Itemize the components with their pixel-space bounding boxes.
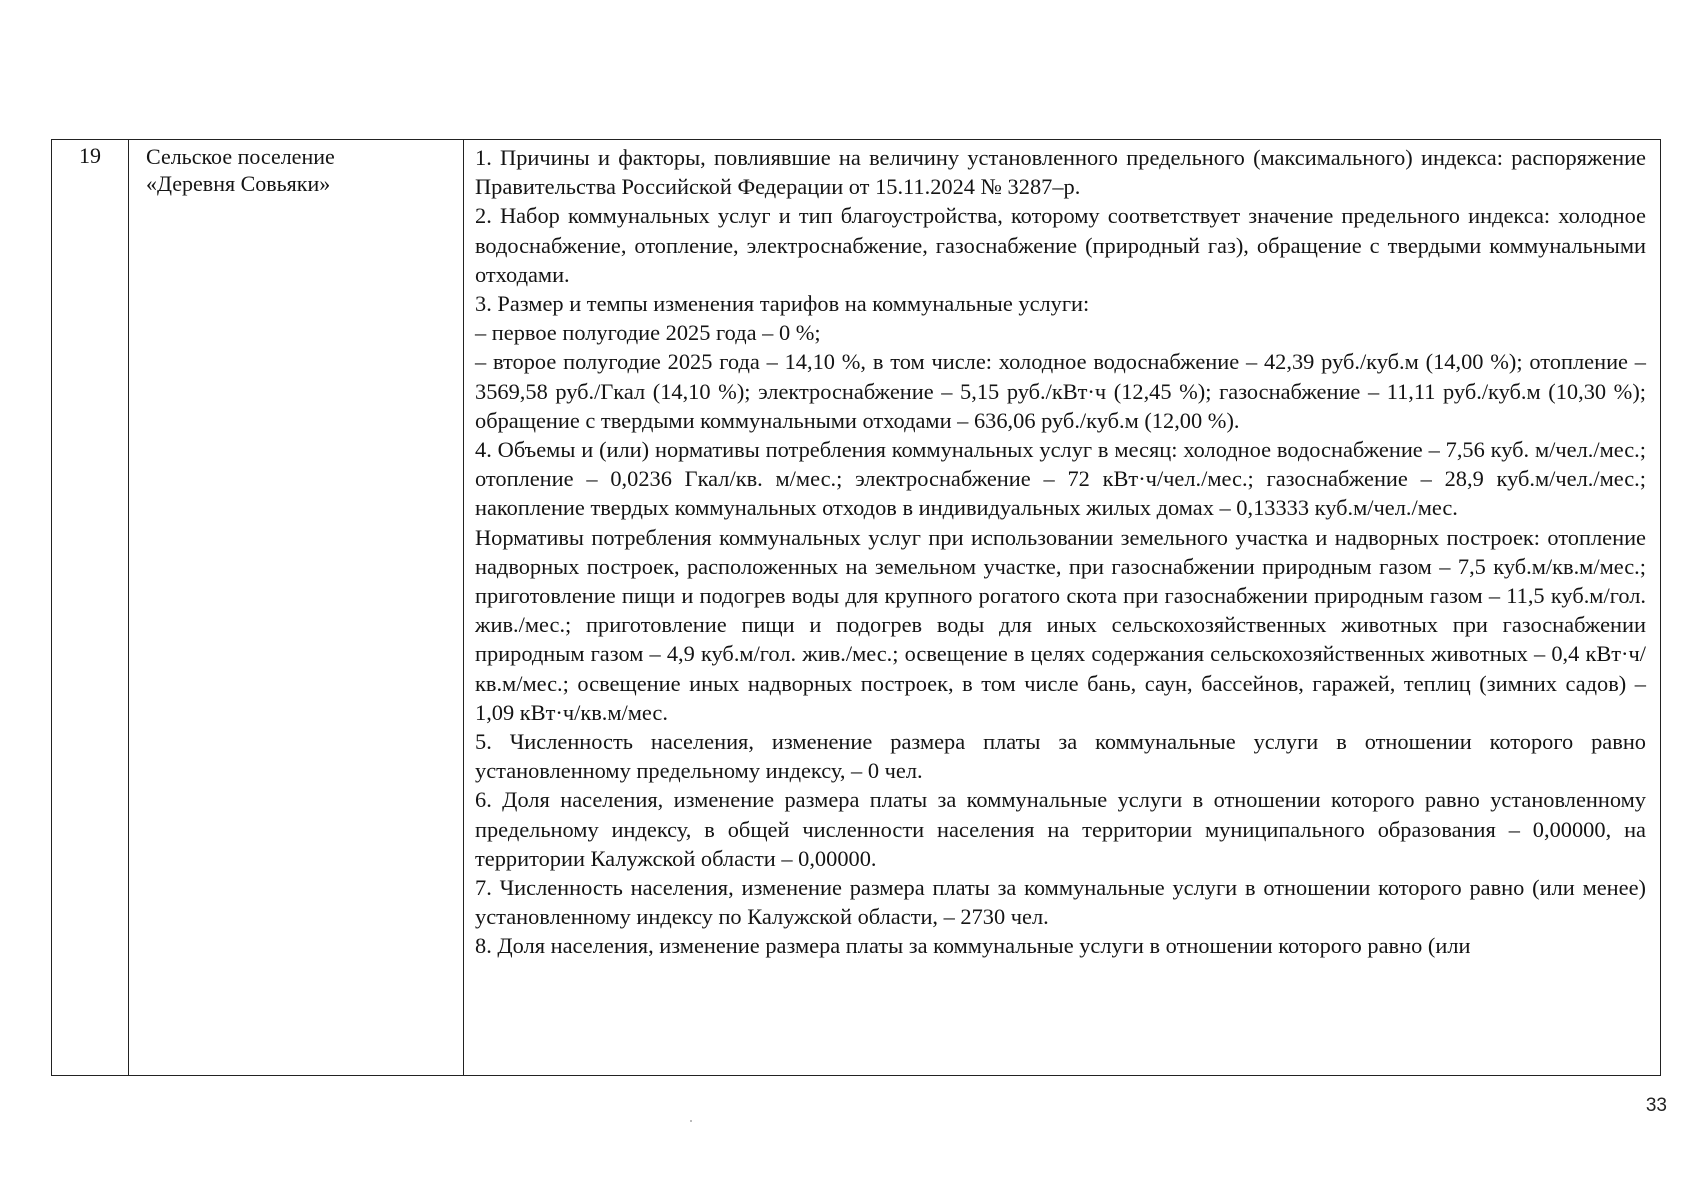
settlement-name-line2: «Деревня Совьяки» xyxy=(146,171,331,196)
paragraph-2: 2. Набор коммунальных услуг и тип благоустройства, которому соответствует значение предельного индекса: холодное водоснабжение, отопление, электроснабжение, газоснабжение (природный газ), обращение с твердыми коммунальными отходами. xyxy=(475,203,1646,287)
row-number-cell xyxy=(52,140,129,1075)
paragraph-3-first-half: – первое полугодие 2025 года – 0 %; xyxy=(475,320,821,346)
paragraph-3-second-half: – второе полугодие 2025 года – 14,10 %, в том числе: холодное водоснабжение – 42,39 руб./куб.м (14,00 %); отопление – 3569,58 руб./Гкал (14,10 %); электроснабжение – 5,15 руб./кВт·ч (12,45 %); газоснабжение – 11,11 руб./куб.м (10,30 %); обращение с твердыми коммунальными отходами – 636,06 руб./куб.м (12,00 %). xyxy=(475,349,1646,433)
paragraph-4: 4. Объемы и (или) нормативы потребления коммунальных услуг в месяц: холодное водоснабжение – 7,56 куб. м/чел./мес.; отопление – 0,0236 Гкал/кв. м/мес.; электроснабжение – 72 кВт·ч/чел./мес.; газоснабжение – 28,9 куб.м/чел./мес.; накопление твердых коммунальных отходов в индивидуальных жилых домах – 0,13333 куб.м/чел./мес. xyxy=(475,437,1646,521)
description-cell xyxy=(464,140,1660,1075)
settlement-name-line1: Сельское поселение xyxy=(146,144,335,169)
page-number: 33 xyxy=(1645,1095,1667,1116)
paragraph-1: 1. Причины и факторы, повлиявшие на величину установленного предельного (максимального) индекса: распоряжение Правительства Российской Федерации от 15.11.2024 № 3287–р. xyxy=(475,145,1646,200)
paragraph-6: 6. Доля населения, изменение размера платы за коммунальные услуги в отношении которого равно установленному предельному индексу, в общей численности населения на территории муниципального образования – 0,00000, на территории Калужской области – 0,00000. xyxy=(475,787,1646,871)
scan-artifact xyxy=(690,1120,692,1122)
paragraph-4-norms: Нормативы потребления коммунальных услуг при использовании земельного участка и надворных построек: отопление надворных построек, расположенных на земельном участке, при газоснабжении природным газом – 7,5 куб.м/кв.м/мес.; приготовление пищи и подогрев воды для крупного рогатого скота при газоснабжении природным газом – 11,5 куб.м/гол. жив./мес.; приготовление пищи и подогрев воды для иных сельскохозяйственных животных при газоснабжении природным газом – 4,9 куб.м/гол. жив./мес.; освещение в целях содержания сельскохозяйственных животных – 0,4 кВт·ч/кв.м/мес.; освещение иных надворных построек, в том числе бань, саун, бассейнов, гаражей, теплиц (зимних садов) – 1,09 кВт·ч/кв.м/мес. xyxy=(475,524,1646,725)
settlement-name-cell xyxy=(129,140,464,1075)
paragraph-7: 7. Численность населения, изменение размера платы за коммунальные услуги в отношении которого равно (или менее) установленному индексу по Калужской области, – 2730 чел. xyxy=(475,875,1646,930)
paragraph-8: 8. Доля населения, изменение размера платы за коммунальные услуги в отношении которого равно (или xyxy=(475,933,1471,959)
paragraph-3: 3. Размер и темпы изменения тарифов на коммунальные услуги: xyxy=(475,291,1090,317)
row-number: 19 xyxy=(79,143,101,168)
document-table xyxy=(51,139,1661,1076)
paragraph-5: 5. Численность населения, изменение размера платы за коммунальные услуги в отношении которого равно установленному предельному индексу, – 0 чел. xyxy=(475,729,1646,784)
